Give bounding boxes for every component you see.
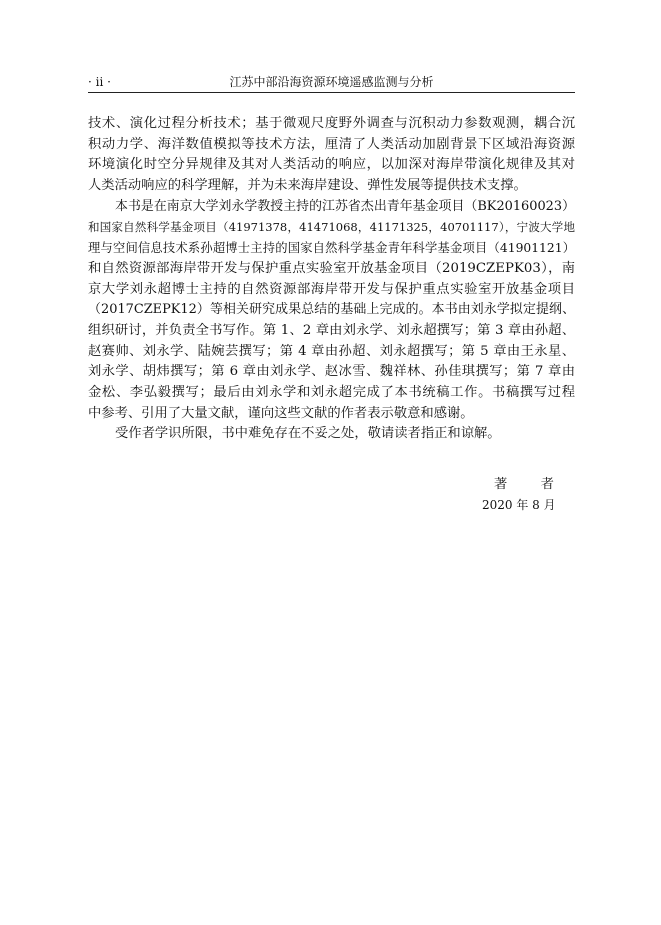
- text-line: 金松、李弘毅撰写；最后由刘永学和刘永超完成了本书统稿工作。书稿撰写过程: [88, 384, 575, 400]
- text-line: 和国家自然科学基金项目（41971378，41471068，41171325，40701117），宁波大学地: [88, 220, 575, 235]
- preface-date: 2020 年 8 月: [482, 498, 556, 512]
- text-line: 刘永学、胡炜撰写；第 6 章由刘永学、赵冰雪、魏祥林、孙佳琪撰写；第 7 章由: [88, 364, 575, 380]
- text-line: 组织研讨，并负责全书写作。第 1、2 章由刘永学、刘永超撰写；第 3 章由孙超、: [88, 322, 575, 338]
- text-line: 积动力学、海洋数值模拟等技术方法，厘清了人类活动加剧背景下区域沿海资源: [88, 136, 575, 152]
- text-line: 环境演化时空分异规律及其对人类活动的响应，以加深对海岸带演化规律及其对: [88, 157, 575, 173]
- text-line: 和自然资源部海岸带开发与保护重点实验室开放基金项目（2019CZEPK03），南: [88, 260, 575, 276]
- text-line: （2017CZEPK12）等相关研究成果总结的基础上完成的。本书由刘永学拟定提纲、: [88, 302, 575, 318]
- text-line: 中参考、引用了大量文献，谨向这些文献的作者表示敬意和感谢。: [88, 405, 474, 421]
- author-signature: 著 者: [494, 477, 564, 492]
- text-line: 京大学刘永超博士主持的自然资源部海岸带开发与保护重点实验室开放基金项目: [88, 281, 575, 297]
- preface-body: [88, 114, 575, 445]
- text-line: 本书是在南京大学刘永学教授主持的江苏省杰出青年基金项目（BK20160023）: [115, 198, 575, 214]
- page-number: · ii ·: [88, 75, 111, 89]
- text-line: 赵赛帅、刘永学、陆婉芸撰写；第 4 章由孙超、刘永超撰写；第 5 章由王永星、: [88, 343, 575, 359]
- text-line: 理与空间信息技术系孙超博士主持的国家自然科学基金青年科学基金项目（41901121）: [88, 241, 575, 256]
- page-header: [88, 74, 575, 93]
- running-title: 江苏中部沿海资源环境遥感监测与分析: [229, 75, 434, 89]
- text-line: 技术、演化过程分析技术；基于微观尺度野外调查与沉积动力参数观测，耦合沉: [88, 116, 575, 131]
- text-line: 人类活动响应的科学理解，并为未来海岸建设、弹性发展等提供技术支撑。: [88, 178, 527, 194]
- text-line: 受作者学识所限，书中难免存在不妥之处，敬请读者指正和谅解。: [115, 426, 501, 442]
